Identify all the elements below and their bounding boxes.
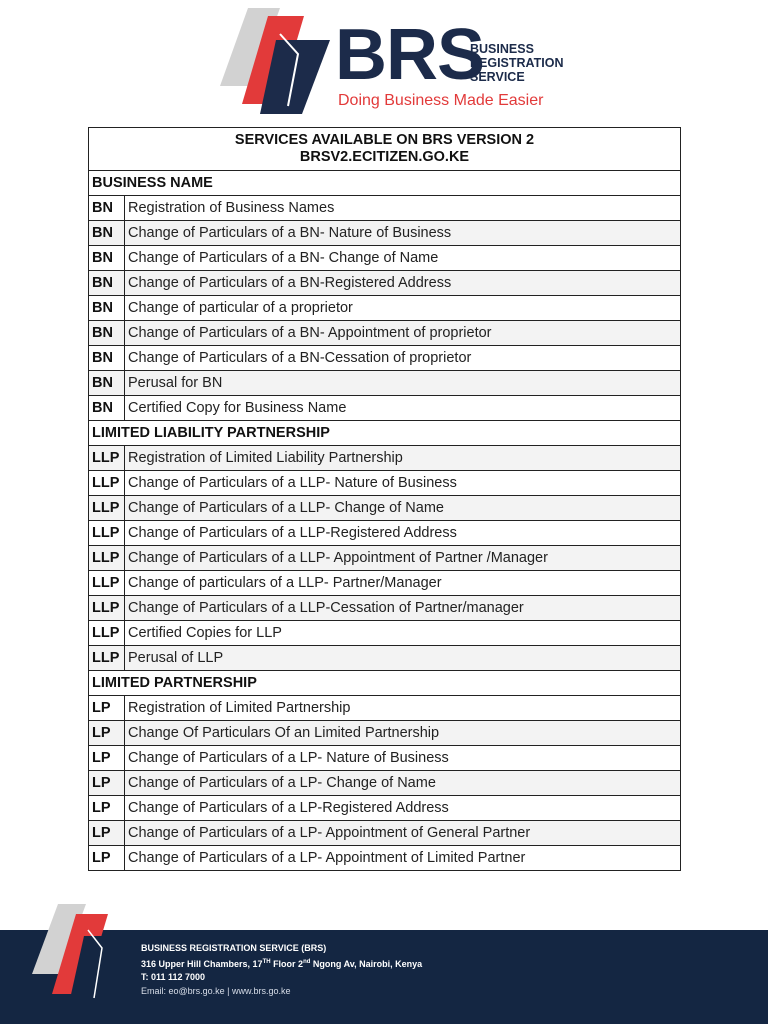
table-row [89, 321, 681, 346]
service-code: LP [89, 746, 125, 771]
service-description: Change of Particulars of a BN- Change of Name [125, 246, 681, 271]
table-row [89, 496, 681, 521]
logo-organization-name [470, 42, 564, 84]
logo-tagline: Doing Business Made Easier [338, 92, 544, 109]
service-description: Change of Particulars of a LLP-Cessation of Partner/manager [125, 596, 681, 621]
service-description: Registration of Business Names [125, 196, 681, 221]
table-row [89, 221, 681, 246]
service-description: Change of particular of a proprietor [125, 296, 681, 321]
service-code: LLP [89, 521, 125, 546]
service-description: Change of Particulars of a LLP-Registered Address [125, 521, 681, 546]
section-header-row [89, 421, 681, 446]
logo-name-line: BUSINESS [470, 42, 534, 56]
service-code: BN [89, 196, 125, 221]
table-row [89, 521, 681, 546]
footer-address-sup: nd [303, 958, 311, 965]
service-description: Registration of Limited Liability Partnership [125, 446, 681, 471]
footer-address-sup: TH [262, 958, 271, 965]
table-title [89, 128, 681, 171]
footer-address-part: 316 Upper Hill Chambers, 17 [141, 958, 263, 969]
service-code: LLP [89, 546, 125, 571]
service-description: Change of Particulars of a LP- Nature of Business [125, 746, 681, 771]
table-row [89, 721, 681, 746]
service-code: BN [89, 346, 125, 371]
service-code: BN [89, 321, 125, 346]
service-description: Change of Particulars of a LP- Appointment of Limited Partner [125, 846, 681, 871]
service-description: Change of Particulars of a LLP- Appointment of Partner /Manager [125, 546, 681, 571]
footer-address-part: Floor 2 [270, 958, 304, 969]
service-description: Certified Copies for LLP [125, 621, 681, 646]
brs-footer-mark-icon [28, 902, 132, 1008]
service-code: LLP [89, 646, 125, 671]
service-description: Change of Particulars of a LP- Change of Name [125, 771, 681, 796]
section-heading: LIMITED LIABILITY PARTNERSHIP [89, 421, 681, 446]
service-code: BN [89, 246, 125, 271]
service-code: LP [89, 696, 125, 721]
table-title-line: SERVICES AVAILABLE ON BRS VERSION 2 [234, 132, 535, 148]
service-description: Change of Particulars of a LP-Registered Address [125, 796, 681, 821]
footer-contact-block [141, 942, 422, 998]
service-description: Change Of Particulars Of an Limited Partnership [125, 721, 681, 746]
service-code: LP [89, 796, 125, 821]
services-table [88, 127, 681, 871]
footer-address [141, 956, 422, 972]
service-code: LP [89, 771, 125, 796]
service-description: Certified Copy for Business Name [125, 396, 681, 421]
table-row [89, 796, 681, 821]
service-code: LLP [89, 471, 125, 496]
service-code: BN [89, 221, 125, 246]
section-header-row [89, 171, 681, 196]
service-description: Change of Particulars of a BN-Cessation of proprietor [125, 346, 681, 371]
service-description: Change of Particulars of a LLP- Change of Name [125, 496, 681, 521]
logo-brs-text: BRS [335, 15, 485, 95]
service-description: Registration of Limited Partnership [125, 696, 681, 721]
table-row [89, 196, 681, 221]
service-description: Perusal of LLP [125, 646, 681, 671]
service-code: BN [89, 396, 125, 421]
table-row [89, 296, 681, 321]
service-code: BN [89, 271, 125, 296]
service-description: Change of particulars of a LLP- Partner/Manager [125, 571, 681, 596]
service-description: Change of Particulars of a BN- Nature of Business [125, 221, 681, 246]
services-table-body [89, 128, 681, 871]
service-code: LP [89, 721, 125, 746]
table-row [89, 846, 681, 871]
table-row [89, 271, 681, 296]
footer-address-part: Ngong Av, Nairobi, Kenya [310, 958, 423, 969]
service-code: LLP [89, 496, 125, 521]
service-description: Change of Particulars of a BN-Registered Address [125, 271, 681, 296]
brs-logo-mark-icon [218, 6, 336, 114]
table-row [89, 471, 681, 496]
service-code: BN [89, 371, 125, 396]
service-code: LLP [89, 596, 125, 621]
table-row [89, 746, 681, 771]
footer-email-web: Email: eo@brs.go.ke | www.brs.go.ke [141, 985, 291, 996]
service-code: LLP [89, 571, 125, 596]
table-row [89, 546, 681, 571]
service-description: Change of Particulars of a LLP- Nature of Business [125, 471, 681, 496]
table-row [89, 696, 681, 721]
service-code: LP [89, 821, 125, 846]
table-row [89, 646, 681, 671]
table-row [89, 446, 681, 471]
table-row [89, 621, 681, 646]
logo-name-line: REGISTRATION [470, 56, 564, 70]
section-header-row [89, 671, 681, 696]
footer-org-name: BUSINESS REGISTRATION SERVICE (BRS) [141, 943, 327, 953]
footer-phone: T: 011 112 7000 [141, 972, 206, 982]
service-description: Change of Particulars of a LP- Appointment of General Partner [125, 821, 681, 846]
table-row [89, 346, 681, 371]
service-code: BN [89, 296, 125, 321]
service-code: LLP [89, 446, 125, 471]
logo-name-line: SERVICE [470, 70, 525, 84]
table-row [89, 771, 681, 796]
section-heading: BUSINESS NAME [89, 171, 681, 196]
table-title-line: BRSV2.ECITIZEN.GO.KE [299, 149, 470, 165]
table-row [89, 371, 681, 396]
service-code: LP [89, 846, 125, 871]
table-row [89, 571, 681, 596]
table-row [89, 396, 681, 421]
brs-logo [218, 6, 578, 114]
service-description: Perusal for BN [125, 371, 681, 396]
section-heading: LIMITED PARTNERSHIP [89, 671, 681, 696]
table-row [89, 246, 681, 271]
service-code: LLP [89, 621, 125, 646]
service-description: Change of Particulars of a BN- Appointment of proprietor [125, 321, 681, 346]
table-row [89, 821, 681, 846]
table-row [89, 596, 681, 621]
table-title-row [89, 128, 681, 171]
